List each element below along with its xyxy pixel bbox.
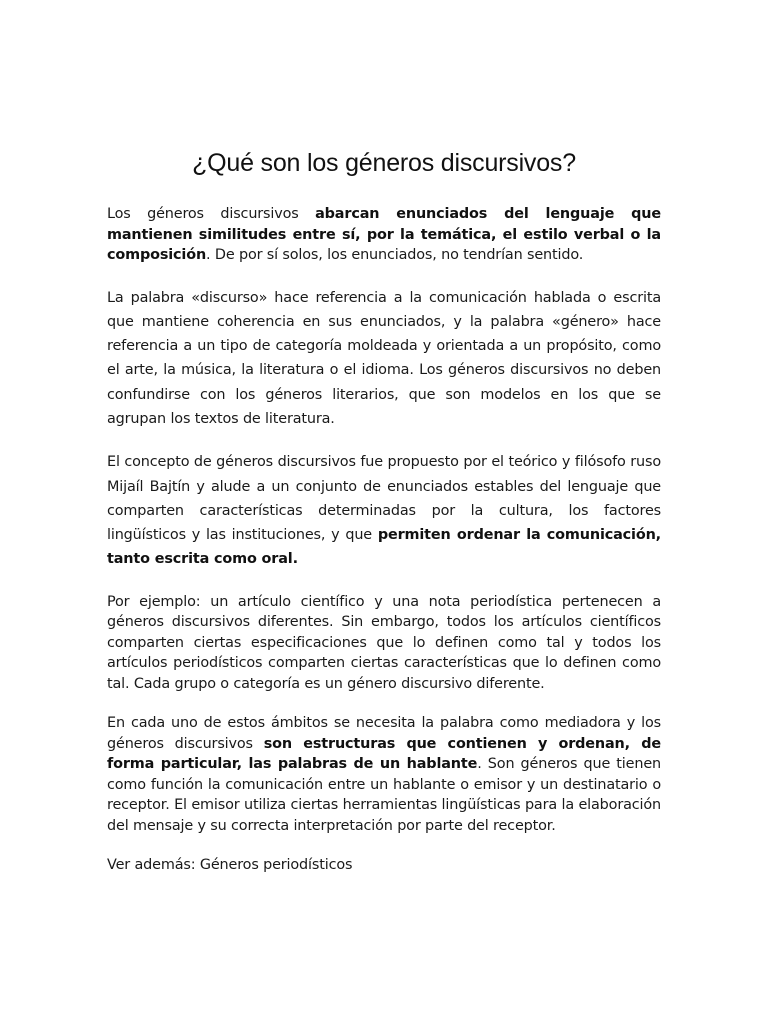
paragraph-text: En cada uno de estos ámbitos se necesita la palabra como mediadora y los géneros discursivos	[107, 715, 661, 752]
paragraph-bold-text: permiten ordenar la comunicación, tanto escrita como oral.	[107, 527, 661, 568]
paragraph-text: La palabra «discurso» hace referencia a la comunicación hablada o escrita que mantiene coherencia en sus enunciados, y la palabra «género» hace referencia a un tipo de categoría moldeada y orientada a un propósito, como el arte, la música, la literatura o el idioma. Los géneros discursivos no deben confundirse con los géneros literarios, que son modelos en los que se agrupan los textos de literatura.	[107, 289, 661, 427]
see-also-text: Ver además: Géneros periodísticos	[107, 857, 353, 874]
paragraph-discurso-genero	[107, 286, 661, 432]
paragraph-ambitos	[107, 713, 661, 836]
paragraph-text: Los géneros discursivos	[107, 206, 316, 222]
paragraph-ejemplo	[107, 592, 661, 695]
document-page	[107, 146, 661, 876]
paragraph-definition	[107, 204, 661, 266]
paragraph-text: . De por sí solos, los enunciados, no tendrían sentido.	[206, 247, 584, 263]
paragraph-bold-text: abarcan enunciados del lenguaje que mantienen similitudes entre sí, por la temática, el estilo verbal o la composición	[107, 206, 661, 263]
paragraph-bajtin	[107, 450, 661, 571]
paragraph-text: Por ejemplo: un artículo científico y una nota periodística pertenecen a géneros discursivos diferentes. Sin embargo, todos los artículos científicos comparten ciertas especificaciones que lo definen como tal y todos los artículos periodísticos comparten ciertas características que lo definen como tal. Cada grupo o categoría es un género discursivo diferente.	[107, 593, 661, 692]
paragraph-text: El concepto de géneros discursivos fue propuesto por el teórico y filósofo ruso Mijaíl Bajtín y alude a un conjunto de enunciados estables del lenguaje que comparten características determinadas por la cultura, los factores lingüísticos y las instituciones, y que	[107, 454, 661, 544]
paragraph-ver-ademas	[107, 855, 661, 876]
page-title: ¿Qué son los géneros discursivos?	[192, 149, 576, 177]
paragraph-text: . Son géneros que tienen como función la comunicación entre un hablante o emisor y un destinatario o receptor. El emisor utiliza ciertas herramientas lingüísticas para la elaboración del mensaje y su correcta interpretación por parte del receptor.	[107, 756, 661, 834]
paragraph-bold-text: son estructuras que contienen y ordenan, de forma particular, las palabras de un hablante	[107, 735, 661, 773]
